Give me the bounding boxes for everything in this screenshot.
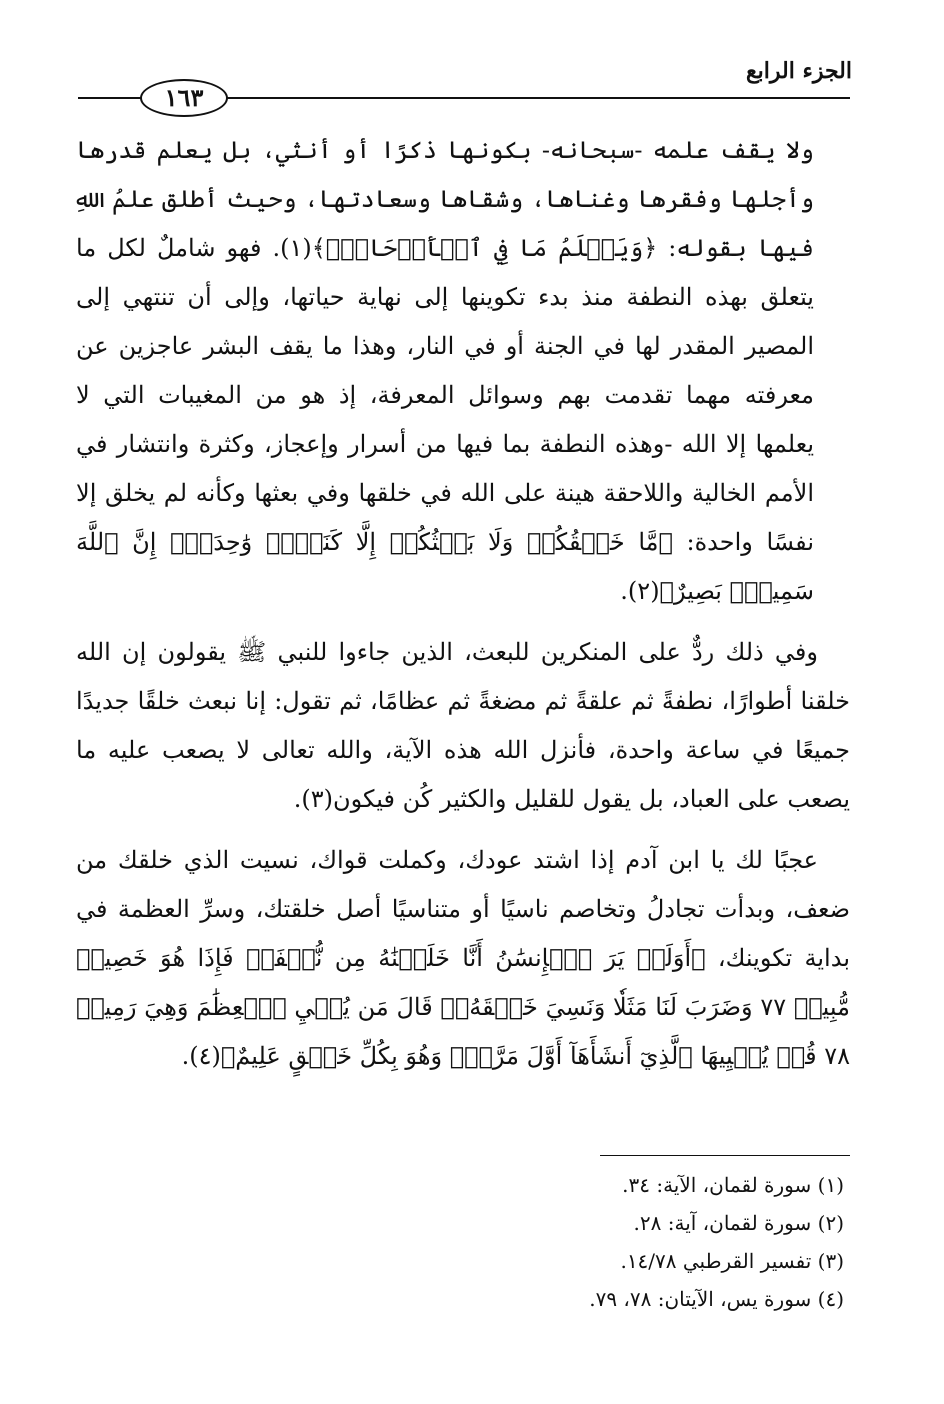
footnote-item: (٤) سورة يس، الآيتان: ٧٨، ٧٩.	[589, 1287, 844, 1311]
footnote-separator	[600, 1155, 850, 1156]
paragraph: عجبًا لك يا ابن آدم إذا اشتد عودك، وكملت قواك، نسيت الذي خلقك من ضعف، وبدأت تجادلُ وتخاصم ناسيًا أو متناسيًا أصل خلقتك، وسرِّ العظمة في بداية تكوينك، ﴿أَوَلَمۡ يَرَ ٱلۡإِنسَٰنُ أَنَّا خَلَقۡنَٰهُ مِن نُّطۡفَةٖ فَإِذَا هُوَ خَصِيمٞ مُّبِينٞ ٧٧ وَضَرَبَ لَنَا مَثَلٗا وَنَسِيَ خَلۡقَهُۥۖ قَالَ مَن يُحۡيِ ٱلۡعِظَٰمَ وَهِيَ رَمِيمٞ ٧٨ قُلۡ يُحۡيِيهَا ٱلَّذِيٓ أَنشَأَهَآ أَوَّلَ مَرَّةٖۖ وَهُوَ بِكُلِّ خَلۡقٍ عَلِيمٌ﴾(٤).	[76, 846, 850, 1070]
page-number: ١٦٣	[140, 79, 228, 117]
paragraph: وفي ذلك ردٌّ على المنكرين للبعث، الذين جاءوا للنبي ﷺ يقولون إن الله خلقنا أطوارًا، نطفةً ثم علقةً ثم مضغةً ثم عظامًا، ثم تقول: إنا نبعث خلقًا جديدًا جميعًا في ساعة واحدة، فأنزل الله هذه الآية، والله تعالى لا يصعب عليه ما يصعب على العباد، بل يقول للقليل والكثير كُن فيكون(٣).	[76, 638, 850, 813]
running-title: الجزء الرابع	[745, 58, 852, 84]
paragraph: ولا يقف علمه -سبحانه- بكونها ذكرًا أو أنثي، بل يعلم قدرها وأجلها وفقرها وغناها، وشقاها وسعادتها، وحيث أطلق علمُ اللهِ فيها بقوله: ﴿وَيَعۡلَمُ مَا فِي ٱلۡأَرۡحَامِۖ﴾(١). فهو شاملٌ لكل ما يتعلق بهذه النطفة منذ بدء تكوينها إلى نهاية حياتها، وإلى أن تنتهي إلى المصير المقدر لها في الجنة أو في النار، وهذا ما يقف البشر عاجزين عن معرفته مهما تقدمت بهم وسوائل المعرفة، إذ هو من المغيبات التي لا يعلمها إلا الله -وهذه النطفة بما فيها من أسرار وإعجاز، وكثرة وانتشار في الأمم الخالية واللاحقة هينة على الله في خلقها وفي بعثها وكأنه لم يخلق إلا نفسًا واحدة: ﴿مَّا خَلۡقُكُمۡ وَلَا بَعۡثُكُمۡ إِلَّا كَنَفۡسٖ وَٰحِدَةٍۚ إِنَّ ٱللَّهَ سَمِيعُۢ بَصِيرٌ﴾(٢).	[76, 136, 815, 605]
footnote-item: (٣) تفسير القرطبي ١٤/٧٨.	[620, 1249, 844, 1273]
main-text	[76, 126, 850, 1093]
footnotes	[589, 1166, 844, 1318]
footnote-item: (١) سورة لقمان، الآية: ٣٤.	[622, 1173, 844, 1197]
footnote-item: (٢) سورة لقمان، آية: ٢٨.	[633, 1211, 844, 1235]
